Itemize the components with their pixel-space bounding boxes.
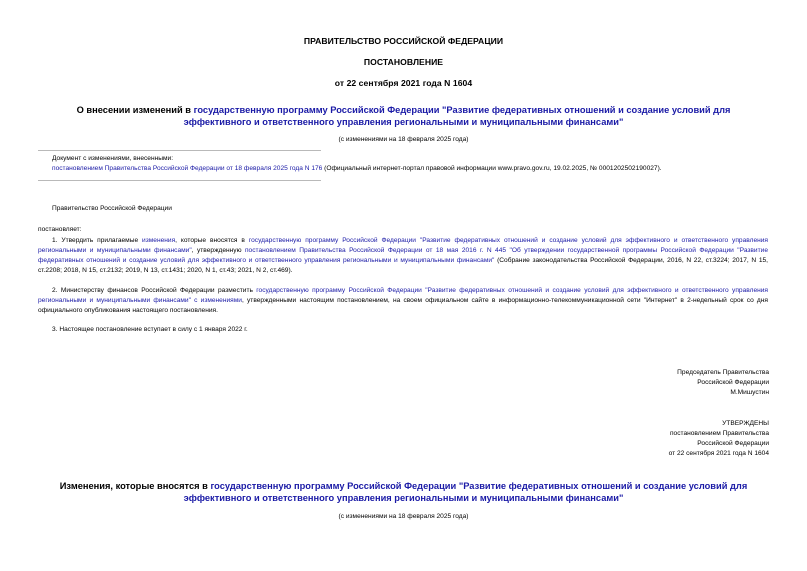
p2-program-link[interactable]: государственную программу Российской Федерации "Развитие федеративных отношений и создание условий для эффективного и ответственного управления региональными и муниципальными финансами" с изменениями (38, 287, 769, 304)
doc-type-heading: ПОСТАНОВЛЕНИЕ (363, 57, 444, 67)
changes-source: (Официальный интернет-портал правовой информации www.pravo.gov.ru, 19.02.2025, № 0001202502190027). (322, 165, 662, 172)
signature-country: Российской Федерации (697, 379, 769, 386)
signature-block (519, 368, 769, 398)
paragraph-1 (38, 236, 768, 276)
approved-date: от 22 сентября 2021 года N 1604 (668, 450, 769, 457)
approved-by: постановлением Правительства (669, 430, 769, 437)
signature-position: Председатель Правительства (677, 369, 769, 376)
divider-bottom (38, 180, 321, 181)
appendix-program-link[interactable]: государственную программу Российской Федерации "Развитие федеративных отношений и создание условий для эффективного и ответственного управления региональными и муниципальными финансами" (183, 481, 748, 503)
p2-text-b: , утвержденными настоящим постановлением, на своем официальном сайте в информационно-телекоммуникационной сети "Интернет" в 2-недельный срок со дня официального опубликования настоящего постановления. (38, 297, 768, 314)
approved-title: УТВЕРЖДЕНЫ (722, 420, 769, 427)
p1-text-a: 1. Утвердить прилагаемые (52, 237, 143, 244)
p1-text-d: (Собрание законодательства Российской Федерации, 2016, N 22, ст.3224; 2017, N 15, ст.2208; 2018, N 15, ст.2132; 2019, N 13, ст.1431; 2020, N 1, ст.43; 2021, N 2, ст.469). (38, 257, 769, 274)
p2-text-a: 2. Министерству финансов Российской Федерации разместить (52, 287, 257, 294)
p1-program-link[interactable]: государственную программу Российской Федерации "Развитие федеративных отношений и создание условий для эффективного и ответственного управления региональными и муниципальными финансами" (38, 237, 769, 254)
revision-note: (с изменениями на 18 февраля 2025 года) (338, 136, 469, 143)
date-number-heading: от 22 сентября 2021 года N 1604 (334, 78, 473, 88)
p1-text-c: , утвержденную (191, 247, 245, 254)
paragraph-3: 3. Настоящее постановление вступает в силу с 1 января 2022 г. (52, 326, 248, 333)
p1-changes-link[interactable]: изменения (142, 237, 176, 244)
decides-line: постановляет: (38, 226, 82, 233)
appendix-prefix: Изменения, которые вносятся в (59, 481, 211, 491)
government-line: Правительство Российской Федерации (52, 205, 172, 212)
changes-decree-link[interactable]: постановлением Правительства Российской Федерации от 18 февраля 2025 года N 176 (52, 165, 323, 172)
p1-text-b: , которые вносятся в (175, 237, 249, 244)
title-program-link[interactable]: государственную программу Российской Федерации "Развитие федеративных отношений и создание условий для эффективного и ответственного управления региональными и муниципальными финансами" (183, 105, 731, 127)
p1-decree-link[interactable]: постановлением Правительства Российской Федерации от 18 мая 2016 г. N 445 "Об утверждении государственной программы Российской Федерации "Развитие федеративных отношений и создание условий для эффективного и ответственного управления региональными и муниципальными финансами" (38, 247, 768, 264)
title-prefix: О внесении изменений в (76, 105, 194, 115)
changes-label: Документ с изменениями, внесенными: (52, 155, 174, 162)
changes-line (52, 164, 772, 174)
changes-block (52, 154, 772, 174)
signature-name: М.Мишустин (730, 389, 769, 396)
approved-country: Российской Федерации (697, 440, 769, 447)
divider-top (38, 150, 321, 151)
appendix-title (38, 480, 769, 504)
document-title (52, 104, 755, 128)
approved-block (519, 419, 769, 459)
government-heading: ПРАВИТЕЛЬСТВО РОССИЙСКОЙ ФЕДЕРАЦИИ (303, 36, 504, 46)
appendix-revision-note: (с изменениями на 18 февраля 2025 года) (338, 513, 469, 520)
paragraph-2 (38, 286, 768, 316)
